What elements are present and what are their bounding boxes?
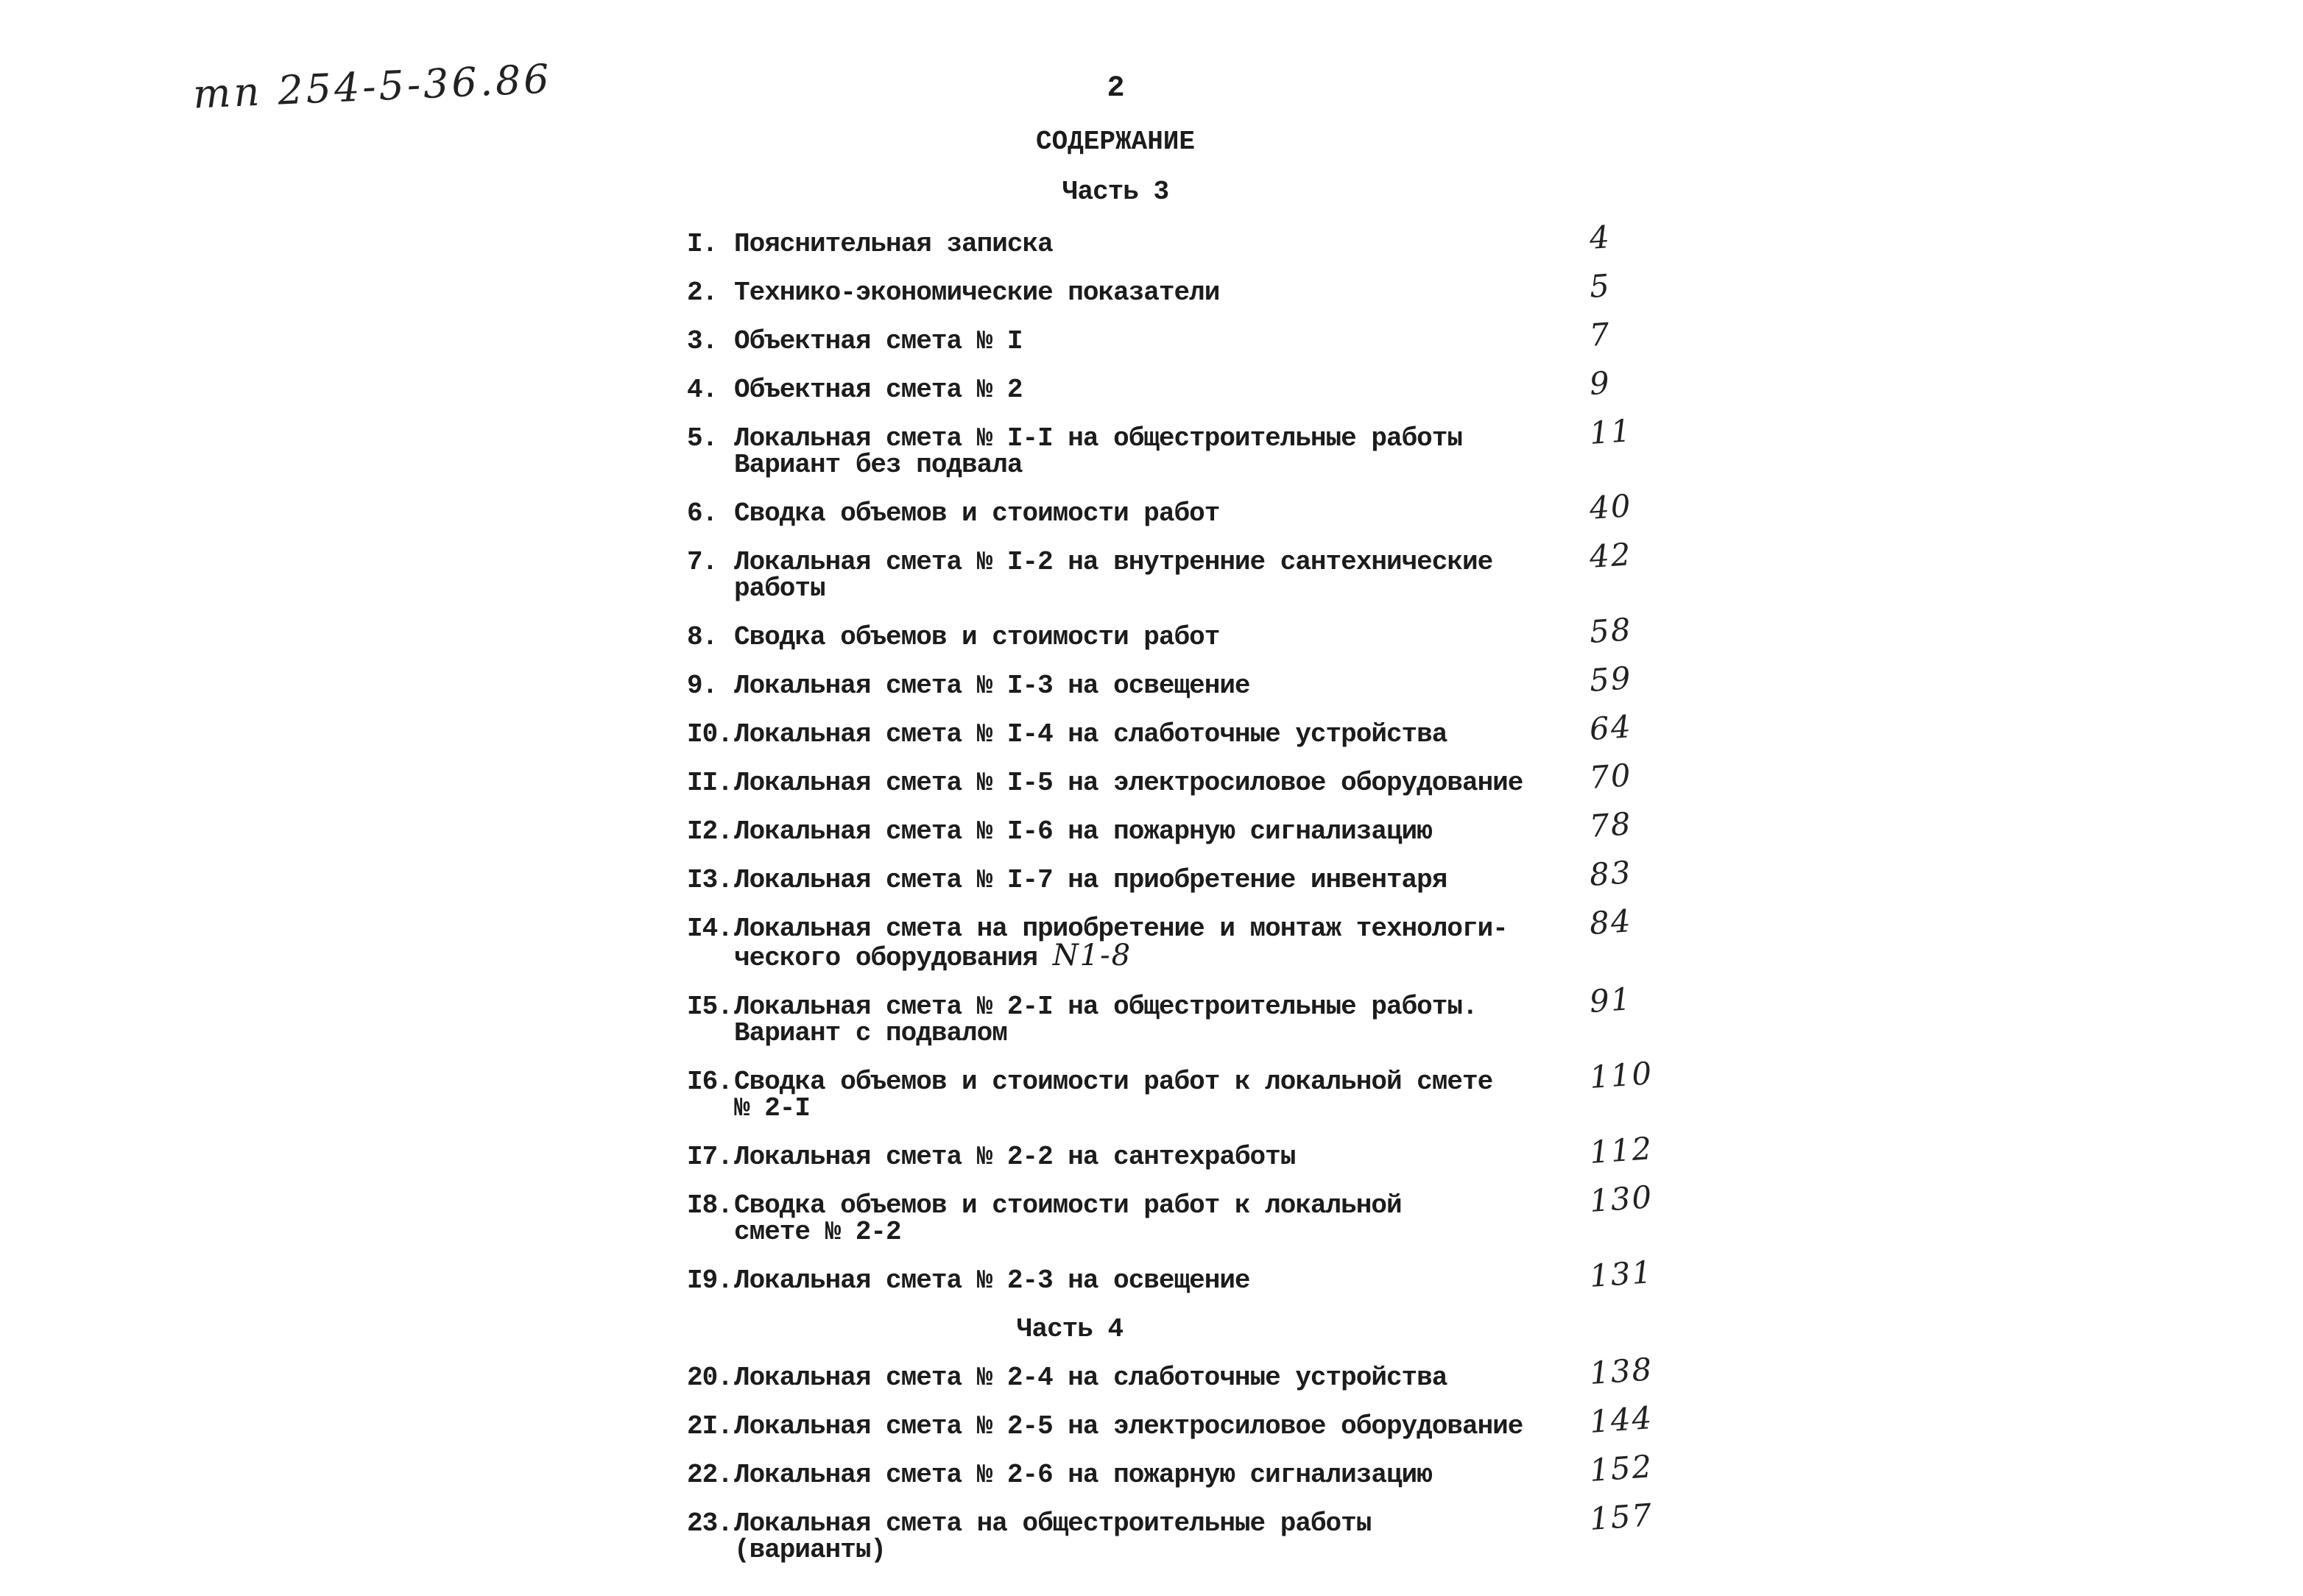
toc-item-page: 7 [1588,316,1612,353]
toc-item-number: 3. [687,326,718,356]
toc-item-page: 59 [1588,660,1634,699]
toc-item-number: 8. [687,622,718,652]
toc-item [687,611,1835,652]
toc-item-title: Сводка объемов и стоимости работ к локальной смете № 2-I [734,1067,1493,1123]
toc-item [687,981,1835,1048]
toc-item-page: 64 [1588,708,1634,747]
toc-item-title: Локальная смета № 2-3 на освещение [734,1265,1250,1296]
toc-item-title: Локальная смета № 2-6 на пожарную сигнализацию [734,1460,1432,1490]
toc-item [687,364,1835,405]
toc-item-title: Локальная смета № I-I на общестроительные работы Вариант без подвала [734,423,1462,480]
toc-item-number: I4. [687,914,733,944]
toc-item-title: Объектная смета № I [734,326,1023,356]
toc-item-page: 5 [1588,267,1612,305]
toc-item-page: 11 [1588,412,1634,451]
handwritten-estimate-number: N1-8 [1052,939,1132,972]
toc-item-page: 42 [1588,536,1634,575]
toc-item [687,1399,1835,1441]
toc-item-title: Сводка объемов и стоимости работ к локальной смете № 2-2 [734,1190,1402,1247]
toc-item-number: I3. [687,865,733,895]
toc-item-number: 2. [687,278,718,308]
toc-item-title: Локальная смета № 2-5 на электросиловое оборудование [734,1411,1523,1441]
toc-item [687,1448,1835,1490]
toc-item-title: Локальная смета № 2-4 на слаботочные устройства [734,1363,1447,1393]
toc-item-title: Локальная смета на приобретение и монтаж технологи- ческого оборудования N1-8 [734,914,1508,973]
toc-item-number: 7. [687,547,718,577]
toc-item-number: 2I. [687,1411,733,1441]
toc-item-page: 144 [1588,1399,1654,1440]
sheet-page-number: 2 [1107,72,1124,105]
toc-item-page: 138 [1588,1351,1654,1391]
toc-item-number: 6. [687,498,718,529]
toc-item [687,412,1835,480]
toc-item-number: II. [687,768,733,798]
toc-item-page: 130 [1588,1179,1654,1219]
toc-item [687,854,1835,895]
toc-item-title: Локальная смета № 2-2 на сантехработы [734,1142,1296,1172]
toc-item-title: Сводка объемов и стоимости работ [734,622,1220,652]
toc-item-title: Локальная смета № I-4 на слаботочные устройства [734,719,1447,749]
toc-item-number: I5. [687,992,733,1022]
toc-item-number: I0. [687,719,733,749]
toc-item-title: Сводка объемов и стоимости работ [734,498,1220,529]
toc-item-page: 70 [1588,757,1634,796]
toc-item [687,1351,1835,1393]
toc-item-title: Пояснительная записка [734,229,1053,259]
toc-item [687,708,1835,749]
toc-item-number: 23. [687,1508,733,1539]
toc-item-title: Локальная смета № 2-I на общестроительные работы. Вариант с подвалом [734,992,1478,1048]
toc-item-page: 9 [1588,364,1612,402]
toc-item-title: Объектная смета № 2 [734,375,1023,405]
toc-item [687,1497,1835,1565]
toc-item-number: I6. [687,1067,733,1097]
toc-item-page: 83 [1588,854,1634,893]
document-title: СОДЕРЖАНИЕ [1035,127,1196,157]
toc-item-number: I8. [687,1190,733,1221]
toc-item [687,487,1835,529]
toc-item [687,757,1835,798]
toc-item [687,219,1835,259]
toc-item-number: I2. [687,816,733,847]
toc-item-page: 40 [1588,487,1634,526]
toc-item-page: 84 [1588,903,1634,942]
toc-item [687,1179,1835,1247]
toc-item-title: Технико-экономические показатели [734,278,1220,308]
toc-item-number: 4. [687,375,718,405]
toc-item-number: I. [687,229,718,259]
toc-item [687,536,1835,604]
handwritten-project-code: тп 254-5-36.86 [191,55,553,118]
toc-item-title: Локальная смета № I-3 на освещение [734,671,1250,701]
toc-item [687,316,1835,356]
toc-item [687,1055,1835,1123]
toc-item-page: 110 [1588,1055,1654,1095]
part-3-heading: Часть 3 [1062,177,1169,207]
toc-item-number: I7. [687,1142,733,1172]
toc-item-title: Локальная смета № I-2 на внутренние сантехнические работы [734,547,1493,604]
toc-item-page: 152 [1588,1448,1654,1489]
toc-item-page: 4 [1588,219,1612,256]
toc-item [687,1254,1835,1296]
toc-item-number: 20. [687,1363,733,1393]
toc-item [687,660,1835,701]
toc-item-number: 5. [687,423,718,453]
toc-item-page: 78 [1588,805,1634,844]
table-of-contents [687,219,1835,1586]
toc-item-page: 58 [1588,611,1634,650]
toc-item-page: 112 [1588,1130,1654,1170]
toc-item-number: I9. [687,1265,733,1296]
toc-item-title: Локальная смета № I-7 на приобретение инвентаря [734,865,1447,895]
part-4-heading: Часть 4 [1016,1314,1124,1344]
toc-item [687,1130,1835,1172]
toc-item [687,267,1835,308]
toc-item [687,903,1835,973]
toc-item-page: 131 [1588,1254,1654,1294]
toc-item-title: Локальная смета № I-6 на пожарную сигнализацию [734,816,1432,847]
toc-item-page: 157 [1588,1497,1654,1537]
toc-item-number: 9. [687,671,718,701]
toc-item-title: Локальная смета № I-5 на электросиловое оборудование [734,768,1523,798]
toc-item-title: Локальная смета на общестроительные работы (варианты) [734,1508,1372,1565]
toc-item-page: 91 [1588,981,1634,1020]
toc-item [687,805,1835,847]
toc-item-number: 22. [687,1460,733,1490]
